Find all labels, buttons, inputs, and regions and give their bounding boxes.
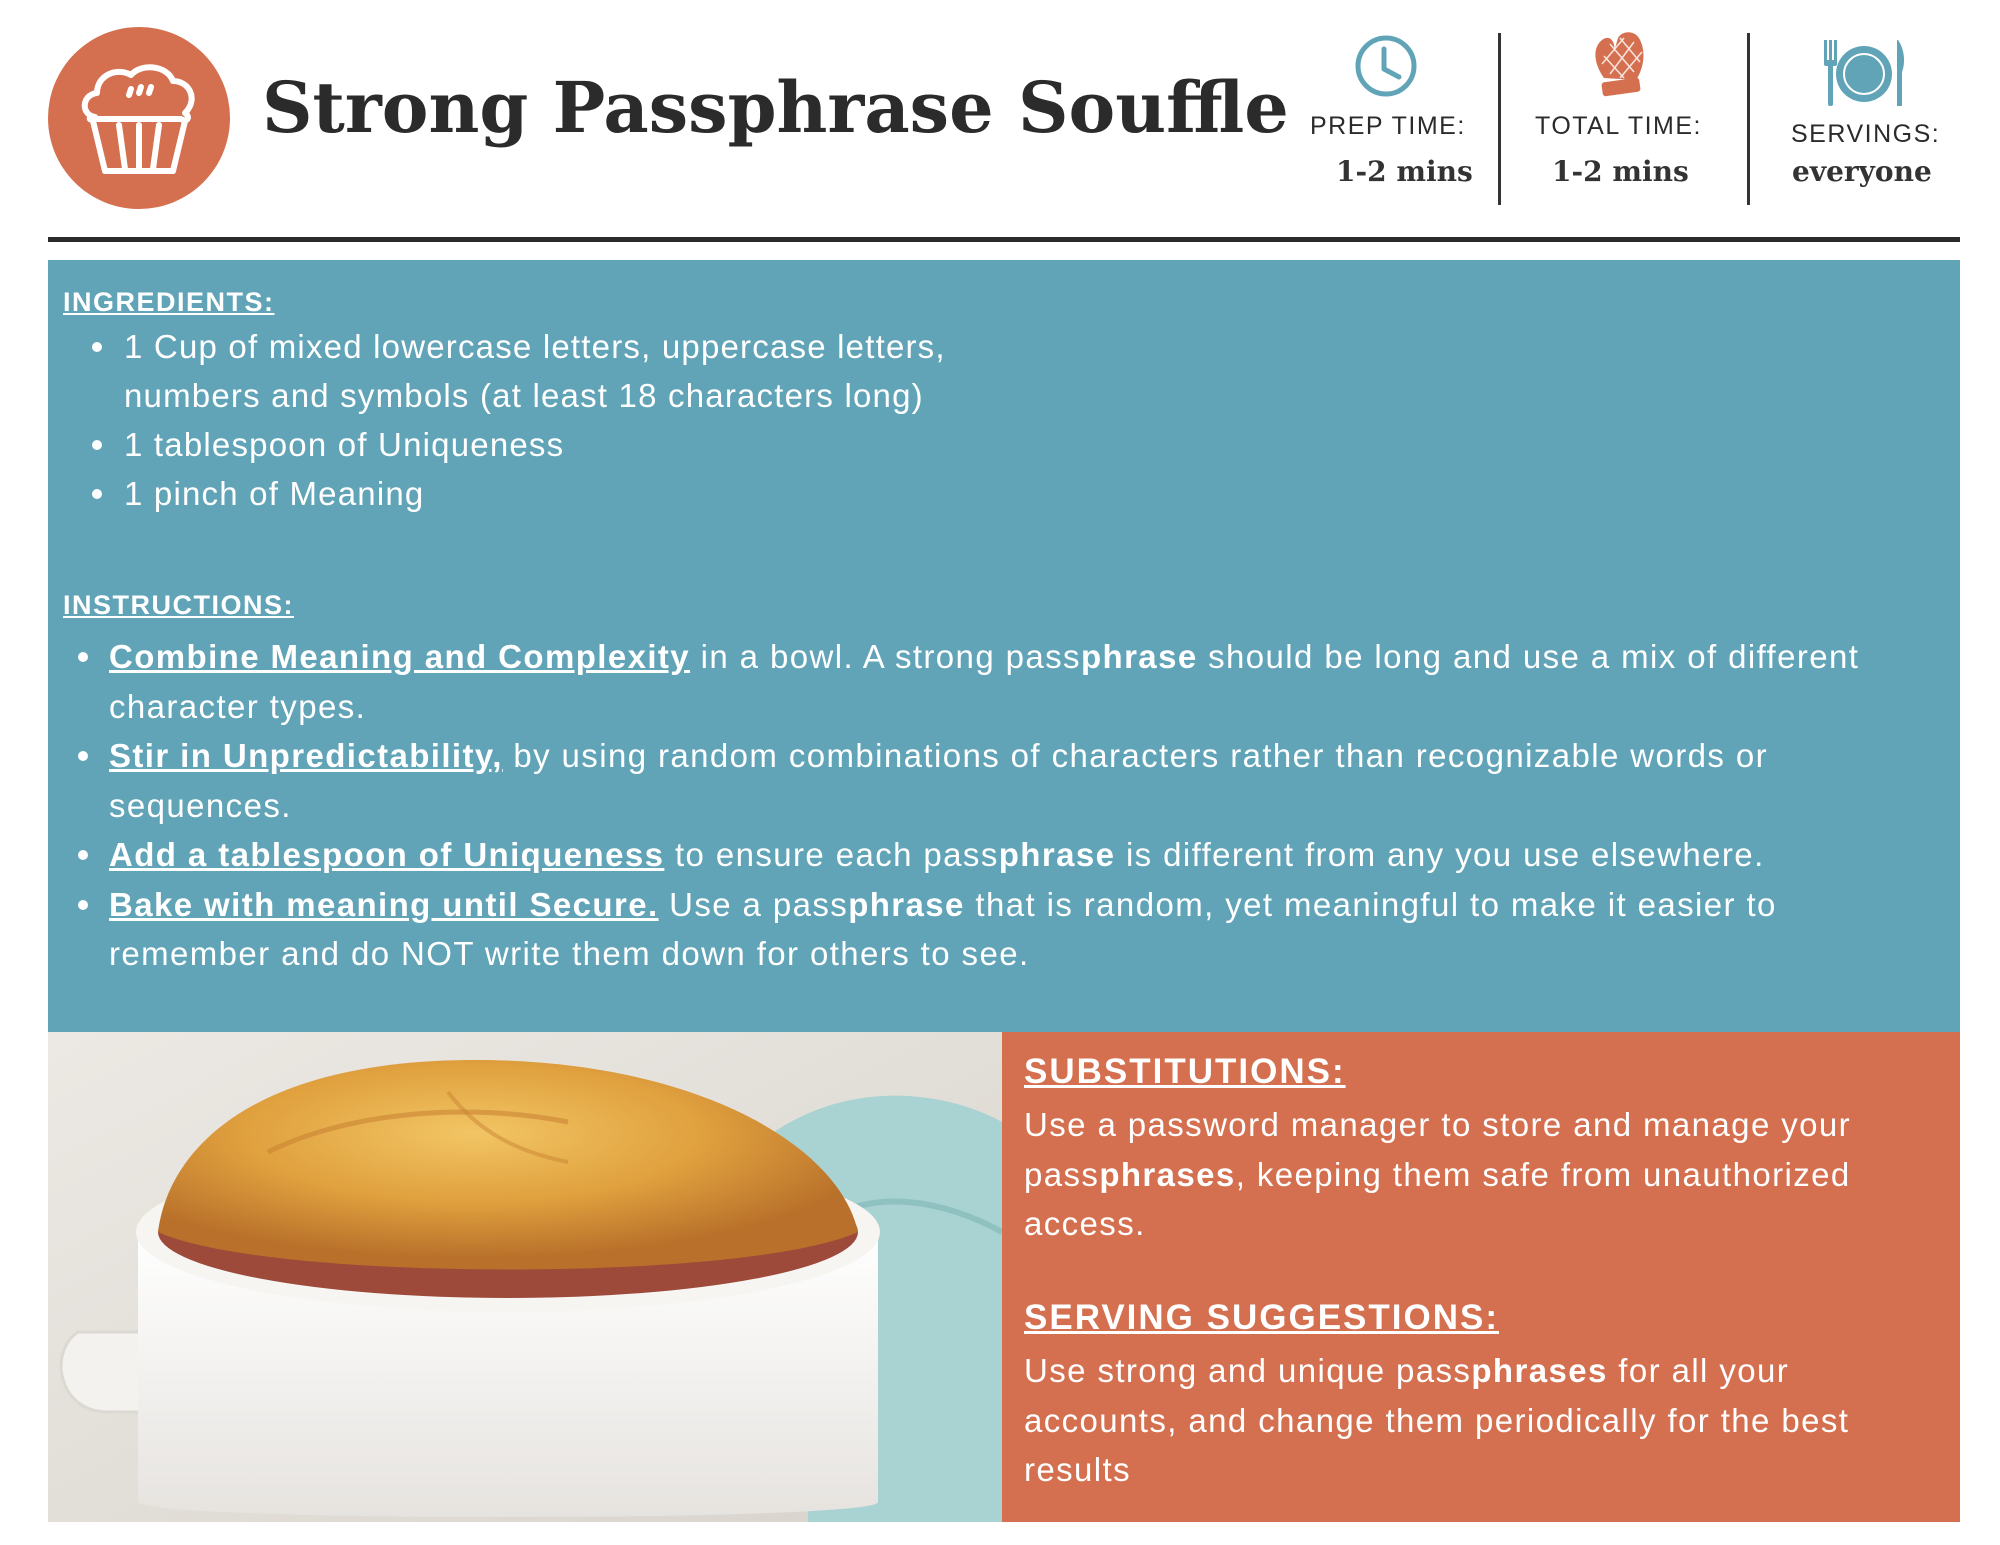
instructions-list [72,632,1922,979]
list-item: 1 tablespoon of Uniqueness [86,420,1086,469]
plate-fork-knife-icon [1818,36,1910,110]
substitutions-text: Use a password manager to store and manage your passphrases, keeping them safe from unauthorized access. [1024,1106,1852,1242]
list-item: 1 pinch of Meaning [86,469,1086,518]
clock-icon [1353,33,1419,99]
servings-stat [1770,0,1970,210]
instructions-heading: INSTRUCTIONS: [63,590,294,620]
souffle-photo [48,1032,1002,1522]
list-item: Combine Meaning and Complexity in a bowl. A strong passphrase should be long and use a mix of different character types. [72,632,1922,731]
stat-divider [1498,33,1501,205]
header-divider [48,237,1960,242]
total-time-value: 1-2 mins [1552,155,1689,188]
prep-time-label: PREP TIME: [1310,112,1466,140]
list-item: Stir in Unpredictability, by using random combinations of characters rather than recognizable words or sequences. [72,731,1922,830]
substitutions-heading: SUBSTITUTIONS: [1024,1052,1346,1091]
tips-panel [1002,1032,1960,1522]
serving-suggestions-heading: SERVING SUGGESTIONS: [1024,1298,1499,1337]
total-time-stat [1520,0,1720,210]
serving-suggestions-text: Use strong and unique passphrases for all your accounts, and change them periodically for the best results [1024,1352,1850,1488]
prep-time-stat [1300,0,1480,210]
souffle-logo [48,27,230,209]
stat-divider [1747,33,1750,205]
ingredients-heading: INGREDIENTS: [63,287,275,317]
souffle-muffin-icon [75,59,203,177]
ingredients-list [86,322,1086,518]
list-item: Bake with meaning until Secure. Use a passphrase that is random, yet meaningful to make it easier to remember and do NOT write them down for others to see. [72,880,1922,979]
page-title: Strong Passphrase Souffle [262,66,1289,149]
servings-value: everyone [1792,155,1932,188]
servings-label: SERVINGS: [1791,120,1941,148]
list-item: 1 Cup of mixed lowercase letters, uppercase letters, numbers and symbols (at least 18 characters long) [86,322,1046,420]
list-item: Add a tablespoon of Uniqueness to ensure each passphrase is different from any you use elsewhere. [72,830,1922,880]
total-time-label: TOTAL TIME: [1535,112,1702,140]
prep-time-value: 1-2 mins [1336,155,1473,188]
oven-mitt-icon [1590,30,1654,102]
recipe-panel [48,260,1960,1032]
